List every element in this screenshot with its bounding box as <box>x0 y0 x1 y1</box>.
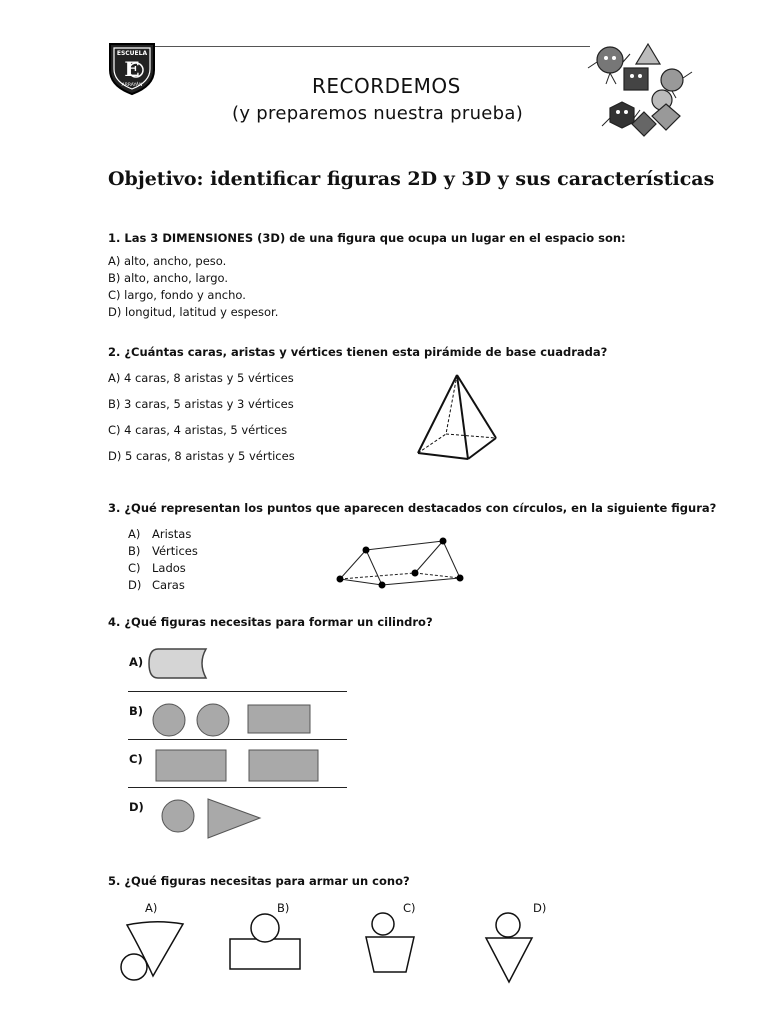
page-subtitle: (y preparemos nuestra prueba) <box>232 103 524 124</box>
page-title: RECORDEMOS <box>312 74 461 98</box>
q5-option-a-sector-circle[interactable] <box>115 918 187 982</box>
prism-vertices-figure <box>330 535 475 590</box>
q4-label-c[interactable]: C) <box>129 752 143 766</box>
question-3-options <box>128 526 198 594</box>
question-5: 5. ¿Qué figuras necesitas para armar un cono? <box>108 874 410 888</box>
q1-option-b[interactable]: B) alto, ancho, largo. <box>108 271 228 285</box>
q3-option-c[interactable]: C) Lados <box>128 561 186 575</box>
vertex-point <box>363 547 370 554</box>
question-4: 4. ¿Qué figuras necesitas para formar un cilindro? <box>108 615 433 629</box>
q4-label-a[interactable]: A) <box>129 655 144 669</box>
q5-option-c-trapezoid-circle[interactable] <box>362 912 418 974</box>
divider <box>128 787 347 788</box>
q4-option-d-circle-triangle[interactable] <box>158 796 264 840</box>
q4-option-b-two-circles-rectangle[interactable] <box>150 702 312 738</box>
question-3: 3. ¿Qué representan los puntos que aparecen destacados con círculos, en la siguiente figura? <box>108 501 717 515</box>
logo-text-top: ESCUELA <box>116 50 148 57</box>
q5-option-b-rectangle-circle[interactable] <box>228 912 302 972</box>
q4-label-d[interactable]: D) <box>129 800 144 814</box>
objective-heading: Objetivo: identificar figuras 2D y 3D y sus características <box>108 168 715 190</box>
square-pyramid-figure <box>410 370 510 465</box>
q4-label-b[interactable]: B) <box>129 704 144 718</box>
q5-label-b[interactable]: B) <box>277 901 290 915</box>
q5-label-a[interactable]: A) <box>145 901 158 915</box>
school-logo <box>106 40 158 96</box>
header-rule <box>150 46 590 47</box>
q1-option-a[interactable]: A) alto, ancho, peso. <box>108 254 227 268</box>
q1-option-d[interactable]: D) longitud, latitud y espesor. <box>108 305 279 319</box>
divider <box>128 739 347 740</box>
q2-option-a[interactable]: A) 4 caras, 8 aristas y 5 vértices <box>108 371 294 385</box>
divider <box>128 691 347 692</box>
shape-characters-illustration <box>580 38 700 148</box>
vertex-point <box>379 582 386 589</box>
q3-option-a[interactable]: A) Aristas <box>128 527 192 541</box>
logo-text-bottom: ARRAYÁN <box>121 83 143 88</box>
q2-option-b[interactable]: B) 3 caras, 5 aristas y 3 vértices <box>108 397 294 411</box>
vertex-point <box>440 538 447 545</box>
svg-text:E: E <box>124 57 140 81</box>
question-2: 2. ¿Cuántas caras, aristas y vértices tienen esta pirámide de base cuadrada? <box>108 345 608 359</box>
vertex-point <box>412 570 419 577</box>
vertex-point <box>337 576 344 583</box>
q5-label-c[interactable]: C) <box>403 901 416 915</box>
q3-option-d[interactable]: D) Caras <box>128 578 185 592</box>
q2-option-d[interactable]: D) 5 caras, 8 aristas y 5 vértices <box>108 449 295 463</box>
q4-option-c-two-rectangles[interactable] <box>154 748 320 784</box>
q5-label-d[interactable]: D) <box>533 901 547 915</box>
q5-option-d-triangle-circle[interactable] <box>484 910 536 984</box>
q4-option-a-cylinder-net[interactable] <box>148 648 210 680</box>
question-1-options <box>108 253 278 321</box>
question-1: 1. Las 3 DIMENSIONES (3D) de una figura que ocupa un lugar en el espacio son: <box>108 231 626 245</box>
vertex-point <box>457 575 464 582</box>
q2-option-c[interactable]: C) 4 caras, 4 aristas, 5 vértices <box>108 423 288 437</box>
q1-option-c[interactable]: C) largo, fondo y ancho. <box>108 288 246 302</box>
q3-option-b[interactable]: B) Vértices <box>128 544 198 558</box>
